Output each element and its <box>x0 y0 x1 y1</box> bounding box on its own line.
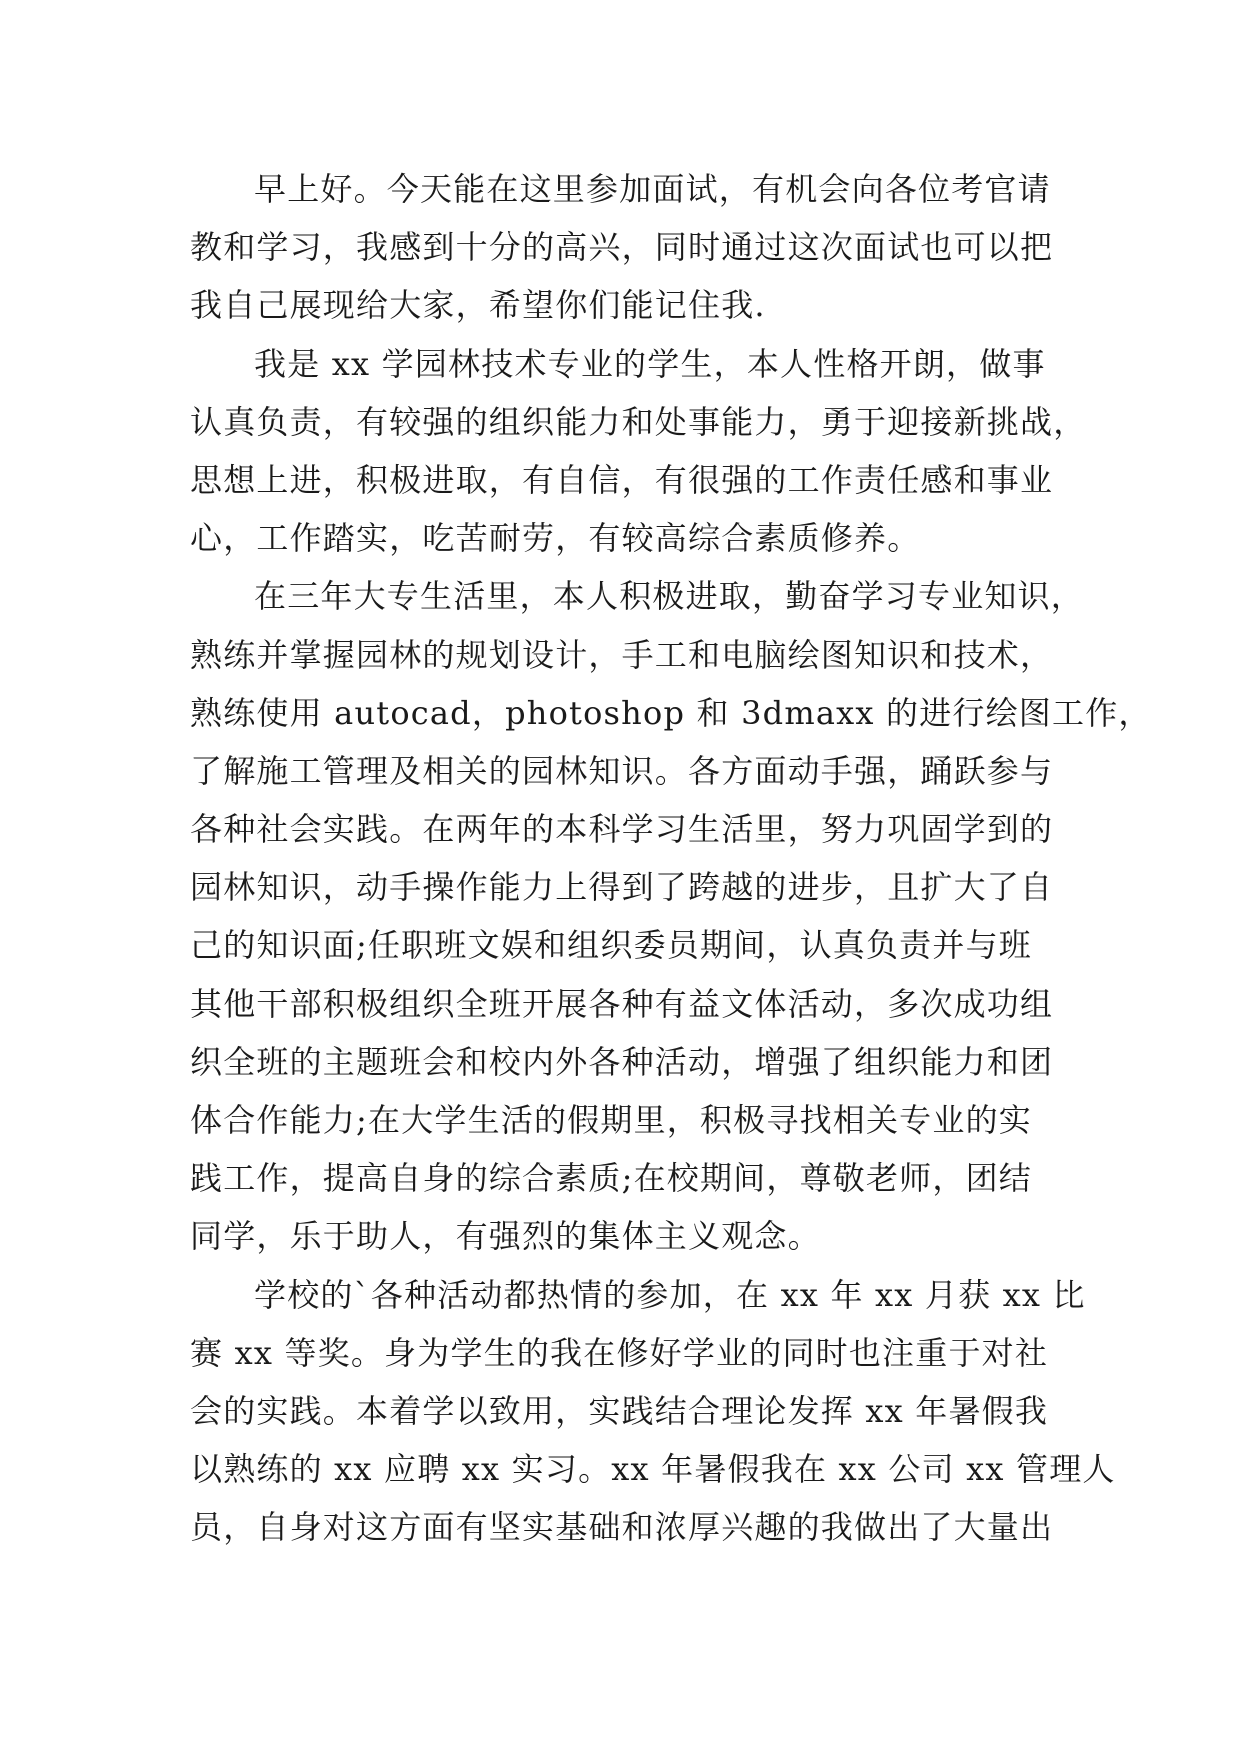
paragraph-4-line-1: 学校的`各种活动都热情的参加，在 xx 年 xx 月获 xx 比 <box>254 1275 1086 1314</box>
paragraph-2-line-2: 认真负责，有较强的组织能力和处事能力，勇于迎接新挑战， <box>190 402 1087 441</box>
paragraph-1-line-2: 教和学习，我感到十分的高兴，同时通过这次面试也可以把 <box>190 228 1054 267</box>
paragraph-3-line-5: 各种社会实践。在两年的本科学习生活里，努力巩固学到的 <box>190 810 1054 849</box>
paragraph-4-line-5: 员，自身对这方面有坚实基础和浓厚兴趣的我做出了大量出 <box>190 1508 1054 1547</box>
paragraph-3-line-6: 园林知识，动手操作能力上得到了跨越的进步，且扩大了自 <box>190 868 1054 907</box>
paragraph-2-line-4: 心，工作踏实，吃苦耐劳，有较高综合素质修养。 <box>190 519 921 558</box>
paragraph-3-line-2: 熟练并掌握园林的规划设计，手工和电脑绘图知识和技术， <box>190 635 1054 674</box>
paragraph-3-line-1: 在三年大专生活里，本人积极进取，勤奋学习专业知识， <box>254 577 1085 616</box>
paragraph-1-line-3: 我自己展现给大家，希望你们能记住我. <box>190 286 766 325</box>
paragraph-2-line-1: 我是 xx 学园林技术专业的学生，本人性格开朗，做事 <box>254 344 1046 383</box>
paragraph-3-line-8: 其他干部积极组织全班开展各种有益文体活动，多次成功组 <box>190 984 1054 1023</box>
paragraph-4-line-4: 以熟练的 xx 应聘 xx 实习。xx 年暑假我在 xx 公司 xx 管理人 <box>190 1450 1116 1489</box>
paragraph-4-line-2: 赛 xx 等奖。身为学生的我在修好学业的同时也注重于对社 <box>190 1333 1049 1372</box>
paragraph-3-line-9: 织全班的主题班会和校内外各种活动，增强了组织能力和团 <box>190 1042 1054 1081</box>
paragraph-3-line-4: 了解施工管理及相关的园林知识。各方面动手强，踊跃参与 <box>190 751 1054 790</box>
paragraph-3-line-10: 体合作能力;在大学生活的假期里，积极寻找相关专业的实 <box>190 1101 1032 1139</box>
paragraph-3-line-7: 己的知识面;任职班文娱和组织委员期间，认真负责并与班 <box>190 926 1032 965</box>
paragraph-3-line-12: 同学，乐于助人，有强烈的集体主义观念。 <box>190 1217 821 1256</box>
paragraph-2-line-3: 思想上进，积极进取，有自信，有很强的工作责任感和事业 <box>190 460 1054 499</box>
paragraph-1-line-1: 早上好。今天能在这里参加面试，有机会向各位考官请 <box>254 170 1051 208</box>
paragraph-3-line-3: 熟练使用 autocad，photoshop 和 3dmaxx 的进行绘图工作， <box>190 693 1152 732</box>
paragraph-3-line-11: 践工作，提高自身的综合素质;在校期间，尊敬老师，团结 <box>190 1159 1032 1198</box>
paragraph-4-line-3: 会的实践。本着学以致用，实践结合理论发挥 xx 年暑假我 <box>190 1391 1049 1430</box>
document-body <box>190 160 1152 1557</box>
